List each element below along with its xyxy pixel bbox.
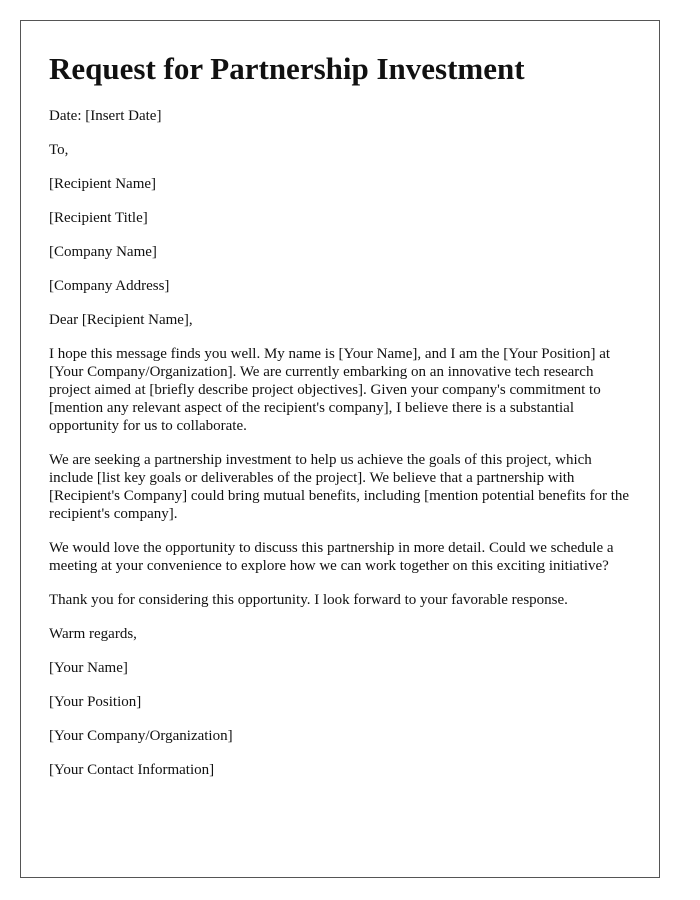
- date-line: Date: [Insert Date]: [49, 108, 162, 124]
- sender-contact: [Your Contact Information]: [49, 762, 215, 778]
- sender-position: [Your Position]: [49, 694, 142, 710]
- sender-name: [Your Name]: [49, 660, 128, 676]
- body-paragraph-1: I hope this message finds you well. My name is [Your Name], and I am the [Your Position] at [Your Company/Organization]. We are currently embarking on an innovative tech research project aimed at [briefly describe project objectives]. Given your company's commitment to [mention any relevant aspect of the recipient's company], I believe there is a substantial opportunity for us to collaborate.: [49, 346, 611, 434]
- letter-page: [20, 20, 660, 878]
- closing: Warm regards,: [49, 626, 137, 642]
- recipient-title: [Recipient Title]: [49, 210, 148, 226]
- body-paragraph-3: We would love the opportunity to discuss this partnership in more detail. Could we schedule a meeting at your convenience to explore how we can work together on this exciting initiative?: [49, 540, 614, 574]
- salutation: Dear [Recipient Name],: [49, 312, 193, 328]
- sender-company: [Your Company/Organization]: [49, 728, 233, 744]
- letter-title: Request for Partnership Investment: [49, 51, 525, 86]
- company-address: [Company Address]: [49, 278, 170, 294]
- recipient-name: [Recipient Name]: [49, 176, 157, 192]
- company-name: [Company Name]: [49, 244, 157, 260]
- body-paragraph-2: We are seeking a partnership investment to help us achieve the goals of this project, which include [list key goals or deliverables of the project]. We believe that a partnership with [Recipient's Company] could bring mutual benefits, including [mention potential benefits for the recipient's company].: [49, 452, 630, 522]
- body-paragraph-4: Thank you for considering this opportunity. I look forward to your favorable response.: [49, 592, 568, 608]
- to-line: To,: [49, 142, 69, 158]
